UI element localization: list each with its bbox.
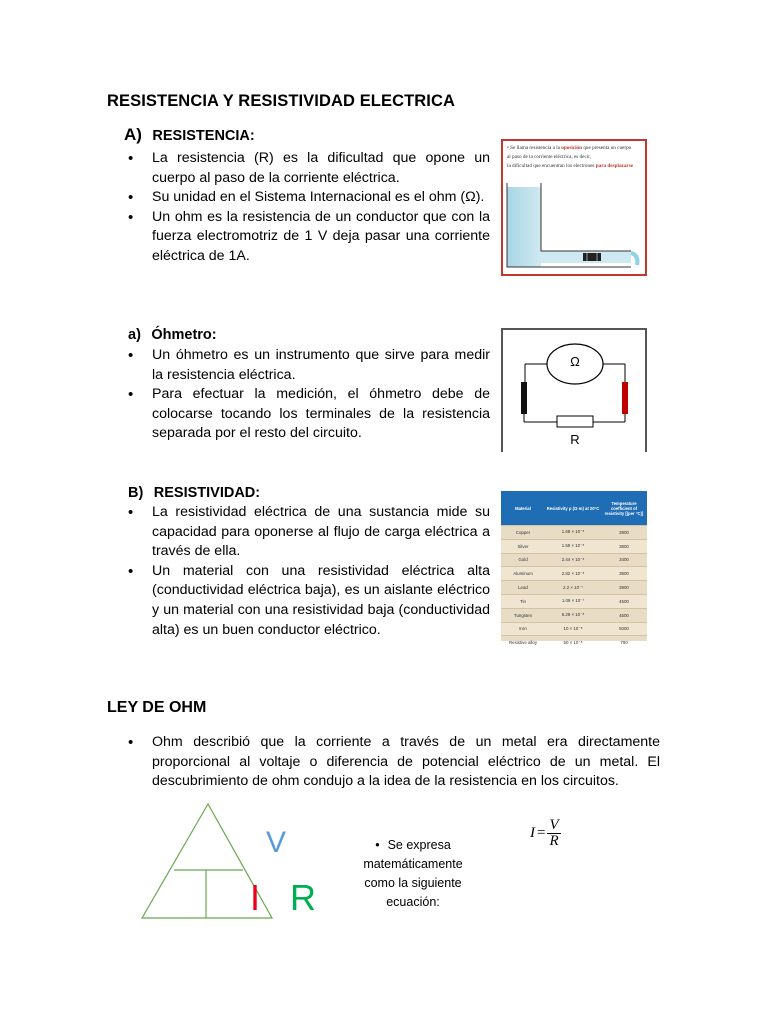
equation-lhs: I <box>530 825 535 841</box>
section-a-letter: A) <box>124 125 142 144</box>
list-item: • Un óhmetro es un instrumento que sirve para medir la resistencia eléctrica. <box>107 346 490 385</box>
table-row <box>501 525 647 539</box>
table-cell: Lead <box>518 585 528 591</box>
note-line: como la siguiente <box>364 876 462 890</box>
table-cell: 2.44 × 10⁻⁸ <box>561 556 585 562</box>
section-b-title: RESISTIVIDAD: <box>153 485 261 501</box>
table-cell: Tin <box>520 598 526 604</box>
table-cell: 3400 <box>619 557 629 563</box>
table-row <box>501 635 647 649</box>
table-row <box>501 566 647 580</box>
table-cell: 3900 <box>619 529 629 535</box>
ohmmeter-circuit <box>501 328 647 452</box>
section-b-heading <box>128 484 260 502</box>
page-title: RESISTENCIA Y RESISTIVIDAD ELECTRICA <box>107 92 456 110</box>
table-body <box>501 525 647 649</box>
table-cell: 3900 <box>619 571 629 577</box>
equation-fraction <box>547 818 560 849</box>
triangle-v: V <box>266 826 287 859</box>
table-cell: 5.28 × 10⁻⁸ <box>561 612 585 618</box>
water-tank-drawing <box>503 141 645 274</box>
table-row <box>501 594 647 608</box>
table-cell: 4500 <box>619 598 629 604</box>
table-cell: 3800 <box>619 543 629 549</box>
table-cell: 5000 <box>619 626 629 632</box>
table-cell: 1.68 × 10⁻⁸ <box>561 529 585 535</box>
triangle-r: R <box>290 877 316 918</box>
table-cell: 2.82 × 10⁻⁸ <box>561 570 585 576</box>
ohm-equation <box>530 818 561 849</box>
equation-note: • Se expresa matemáticamente como la siguiente ecuación: <box>352 836 474 912</box>
equation-denominator: R <box>549 833 559 849</box>
equation-numerator: V <box>549 817 559 833</box>
resistor-label: R <box>570 432 580 447</box>
section-a-list <box>107 149 490 267</box>
table-cell: 2.2 × 10⁻⁷ <box>563 584 583 590</box>
table-row <box>501 622 647 636</box>
resistivity-table <box>501 491 647 646</box>
triangle-i: I <box>250 877 261 918</box>
note-line: ecuación: <box>386 895 440 909</box>
section-ohmetro-letter: a) <box>128 327 141 343</box>
table-cell: 3900 <box>619 585 629 591</box>
section-b-letter: B) <box>128 485 144 501</box>
table-cell: Silver <box>517 543 529 549</box>
table-cell: 4500 <box>619 612 629 618</box>
section-ohmetro-heading <box>128 326 217 344</box>
table-cell: Gold <box>518 557 528 563</box>
table-cell: Iron <box>519 626 527 632</box>
table-row <box>501 580 647 594</box>
table-cell: 10 × 10⁻⁸ <box>563 625 583 631</box>
list-item: • Su unidad en el Sistema Internacional es el ohm (Ω). <box>107 188 490 208</box>
table-header: Material Resistivity ρ (Ω·m) at 20°C Temperature coefficient of resistivity [(per °C)] <box>501 491 647 525</box>
list-item: • La resistencia (R) es la dificultad que opone un cuerpo al paso de la corriente eléctrica. <box>107 149 490 188</box>
note-line: matemáticamente <box>363 857 463 871</box>
section-b-list <box>107 503 490 640</box>
table-cell: 50 × 10⁻⁸ <box>563 639 583 645</box>
table-cell: Copper <box>515 529 531 535</box>
table-cell: Aluminum <box>513 571 533 577</box>
table-row <box>501 539 647 553</box>
list-item: • Un ohm es la resistencia de un conductor que con la fuerza electromotriz de 1 V deja pasar una corriente eléctrica de 1A. <box>107 208 490 267</box>
table-cell: 1.09 × 10⁻⁷ <box>561 598 585 604</box>
illustration-caption: • Se llama resistencia a la oposición que presenta un cuerpo al paso de la corriente eléctrica, es decir, la dificultad que encuentran los electrones para desplazarse <box>507 145 634 169</box>
list-item: • Un material con una resistividad eléctrica alta (conductividad eléctrica baja), es un aislante eléctrico y un material con una resistividad baja (conductividad alta) es un buen conductor eléctrico. <box>107 562 490 640</box>
section-a-heading <box>124 125 255 145</box>
table-row <box>501 608 647 622</box>
note-line: Se expresa <box>387 838 451 852</box>
resistance-illustration <box>501 139 647 276</box>
table-cell: 1.59 × 10⁻⁸ <box>561 543 585 549</box>
table-cell: Tungsten <box>513 612 533 618</box>
list-item: • Ohm describió que la corriente a través de un metal era directamente proporcional al voltaje o diferencia de potencial eléctrico de un metal. El descubrimiento de ohm condujo a la idea de la resistencia en los circuitos. <box>107 733 660 792</box>
table-cell: 700 <box>620 640 628 646</box>
section-ohmetro-title: Óhmetro: <box>151 327 217 343</box>
section-a-title: RESISTENCIA: <box>152 128 255 144</box>
list-item: • La resistividad eléctrica de una sustancia mide su capacidad para oponerse al flujo de carga eléctrica a través de ella. <box>107 503 490 562</box>
equation-equals: = <box>537 825 546 841</box>
ley-ohm-list <box>107 733 660 792</box>
table-cell: Resistive alloy <box>508 640 538 646</box>
table-row <box>501 553 647 567</box>
list-item: • Para efectuar la medición, el óhmetro debe de colocarse tocando los terminales de la resistencia separada por el resto del circuito. <box>107 385 490 444</box>
omega-symbol: Ω <box>570 354 580 369</box>
ley-ohm-heading: LEY DE OHM <box>107 699 207 716</box>
section-ohmetro-list <box>107 346 490 444</box>
